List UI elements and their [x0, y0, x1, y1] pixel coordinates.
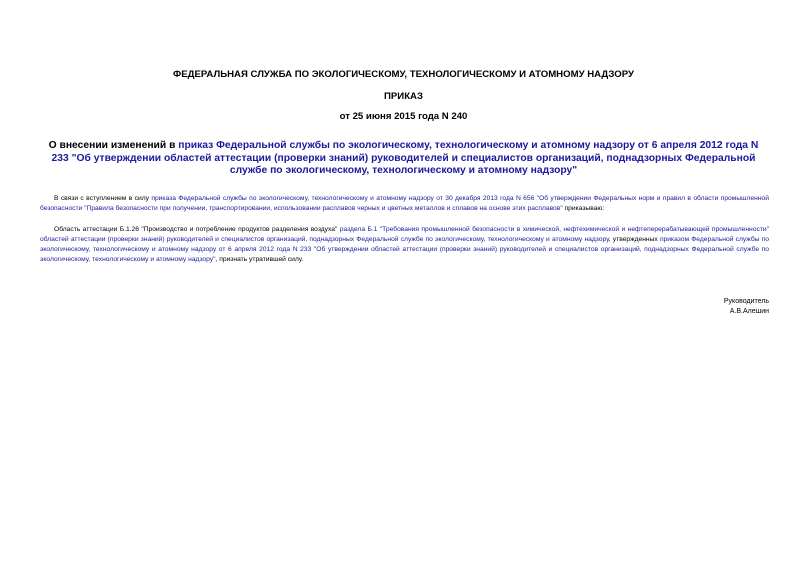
para2-suffix: , признать утратившей силу.: [215, 255, 304, 263]
title-prefix: О внесении изменений в: [48, 140, 179, 151]
para2-middle: , утвержденных: [608, 235, 660, 243]
signature-name: А.В.Алешин: [729, 308, 769, 315]
para2-link-order[interactable]: приказом Федеральной службы по экологическому, технологическому и атомному надзору от 6 апреля 2012 года N 233 "Об утверждении областей аттестации (проверки знаний) руководителей и специалистов организаций, поднадзорных Федеральной службе по экологическому, технологическому и атомному надзору": [40, 235, 769, 263]
doc-date-number: от 25 июня 2015 года N 240: [339, 111, 468, 122]
paragraph-1: [40, 194, 769, 214]
para1-prefix: В связи с вступлением в силу: [54, 195, 152, 202]
document-title: [40, 140, 767, 178]
para1-link[interactable]: приказа Федеральной службы по экологическому, технологическому и атомному надзору от 30 декабря 2013 года N 656 "Об утверждении Федеральных норм и правил в области промышленной безопасности "Правила безопасности при получении, транспортировании, использовании расплавов черных и цветных металлов и сплавов на основе этих расплавов": [40, 195, 769, 212]
paragraph-2: [40, 225, 769, 265]
agency-heading: ФЕДЕРАЛЬНАЯ СЛУЖБА ПО ЭКОЛОГИЧЕСКОМУ, ТЕХНОЛОГИЧЕСКОМУ И АТОМНОМУ НАДЗОРУ: [173, 69, 634, 80]
para2-link-section[interactable]: раздела Б.1 "Требования промышленной безопасности в химической, нефтехимической и нефтеперерабатывающей промышленности" областей аттестации (проверки знаний) руководителей и специалистов организаций, поднадзорных Федеральной службе по экологическому, технологическому и атомному надзору: [40, 226, 769, 243]
para2-prefix: Область аттестации Б.1.26 "Производство и потребление продуктов разделения воздуха": [54, 226, 340, 233]
signature-position: Руководитель: [723, 298, 769, 305]
para1-suffix: приказываю:: [562, 204, 605, 212]
title-link[interactable]: приказ Федеральной службы по экологическому, технологическому и атомному надзору от 6 апреля 2012 года N 233 "Об утверждении областей аттестации (проверки знаний) руководителей и специалистов организаций, поднадзорных Федеральной службе по экологическому, технологическому и атомному надзору": [51, 140, 759, 176]
doc-type-heading: ПРИКАЗ: [384, 91, 423, 102]
